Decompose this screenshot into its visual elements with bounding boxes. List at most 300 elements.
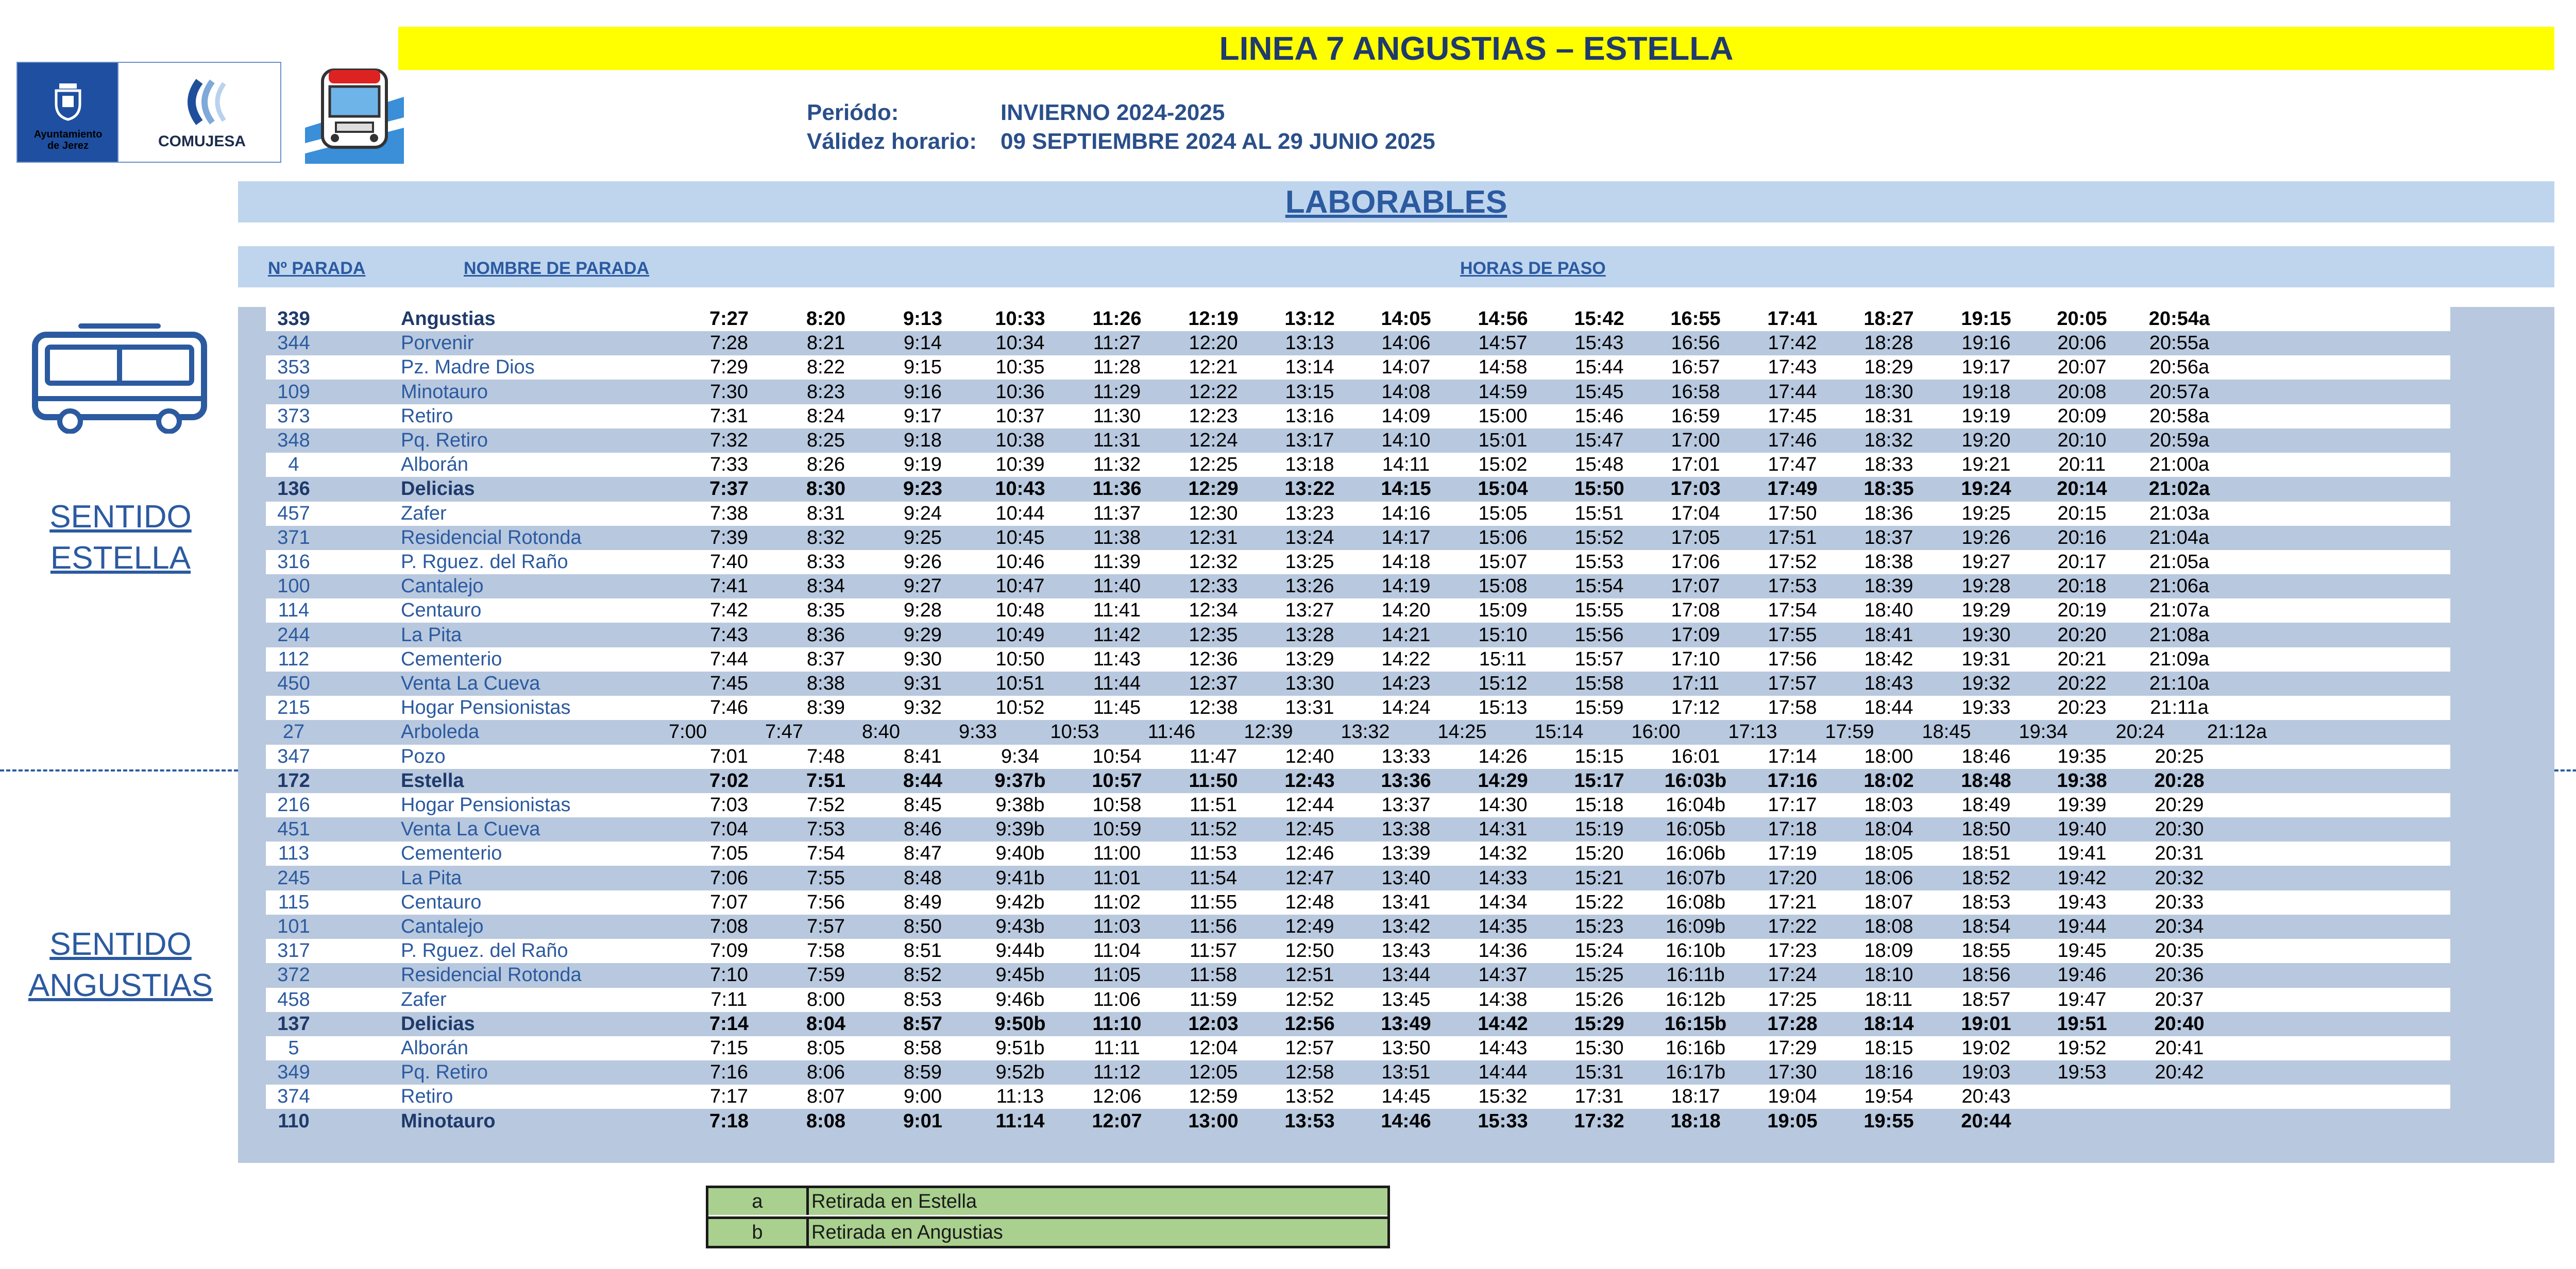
departure-time: 20:34 [2155,916,2204,937]
stop-number: 4 [288,454,299,476]
departure-time: 11:32 [1093,454,1141,476]
timetable-row [266,502,2450,526]
timetable-row [266,793,2450,817]
side-label-line: SENTIDO [49,927,192,962]
departure-time: 14:05 [1381,308,1431,330]
departure-time: 7:48 [807,745,845,767]
departure-time: 18:33 [1864,454,1913,476]
departure-time: 9:51b [995,1037,1045,1059]
departure-time: 10:57 [1092,769,1142,792]
departure-time: 19:44 [2057,916,2107,937]
departure-time: 8:52 [904,964,942,986]
departure-time: 19:35 [2057,745,2107,767]
departure-time: 18:14 [1863,1013,1914,1035]
departure-time: 17:59 [1825,721,1874,743]
departure-time: 14:30 [1478,794,1528,816]
departure-time: 17:06 [1671,551,1720,573]
departure-time: 14:34 [1478,891,1528,913]
departure-time: 11:42 [1093,624,1141,646]
departure-time: 15:32 [1478,1086,1528,1108]
departure-time: 12:50 [1285,940,1334,962]
timetable-row [266,769,2450,793]
stop-number: 101 [277,916,310,937]
departure-time: 18:57 [1961,988,2011,1010]
departure-time: 13:31 [1285,697,1334,719]
timetable-row [266,842,2450,866]
departure-time: 10:35 [995,356,1045,379]
departure-time: 7:46 [710,697,748,719]
departure-time: 8:46 [904,818,942,841]
departure-time: 8:49 [904,891,942,913]
departure-time: 14:08 [1381,381,1431,403]
timetable-row [266,963,2450,987]
departure-time: 8:24 [807,405,845,427]
departure-time: 17:54 [1768,599,1817,622]
departure-time: 15:48 [1574,454,1624,476]
bus-icon [32,323,207,434]
stop-number: 458 [277,988,310,1010]
legend-code: a [708,1188,809,1215]
direction-separator-right [2554,769,2576,771]
timetable-row [266,355,2450,380]
column-header-band [238,246,2554,287]
departure-time: 18:00 [1864,745,1913,767]
departure-time: 19:05 [1767,1110,1818,1132]
departure-time: 20:15 [2057,502,2107,524]
legend-row [708,1188,1387,1215]
departure-time: 15:47 [1574,430,1624,451]
departure-time: 13:52 [1285,1086,1334,1108]
departure-time: 14:19 [1381,575,1431,597]
departure-time: 16:12b [1665,988,1726,1010]
departure-time: 9:41b [995,867,1045,889]
departure-time: 19:03 [1961,1061,2011,1084]
departure-time: 12:22 [1189,381,1238,403]
departure-time: 11:47 [1189,745,1238,767]
departure-time: 8:41 [904,745,942,767]
departure-time: 9:37b [994,769,1046,792]
departure-time: 17:01 [1671,454,1720,476]
legend [706,1186,1390,1248]
departure-time: 16:04b [1665,794,1726,816]
departure-time: 19:43 [2057,891,2107,913]
departure-time: 17:25 [1768,988,1817,1010]
departure-time: 17:13 [1728,721,1777,743]
side-label-line: SENTIDO [49,499,192,535]
departure-time: 11:03 [1093,916,1141,937]
stop-number: 172 [277,769,310,792]
stop-number: 371 [277,526,310,548]
departure-time: 16:55 [1670,308,1721,330]
departure-time: 12:29 [1188,478,1239,500]
departure-time: 17:53 [1768,575,1817,597]
departure-time: 19:47 [2057,988,2107,1010]
stop-number: 347 [277,745,310,767]
departure-time: 18:17 [1671,1086,1720,1108]
timetable-row [266,696,2450,720]
timetable-row [266,307,2450,331]
departure-time: 12:05 [1189,1061,1238,1084]
departure-time: 11:57 [1189,940,1238,962]
departure-time: 17:14 [1768,745,1817,767]
departure-time: 20:56a [2149,356,2210,379]
departure-time: 14:15 [1381,478,1431,500]
departure-time: 14:22 [1381,648,1431,670]
departure-time: 13:30 [1285,673,1334,694]
departure-time: 14:24 [1381,697,1431,719]
departure-time: 12:58 [1285,1061,1334,1084]
departure-time: 14:35 [1478,916,1528,937]
departure-time: 13:22 [1284,478,1335,500]
departure-time: 15:17 [1574,769,1624,792]
stop-number: 216 [277,794,310,816]
departure-time: 9:29 [904,624,942,646]
departure-time: 8:50 [904,916,942,937]
departure-time: 11:28 [1093,356,1141,379]
stop-number: 344 [277,332,310,354]
departure-time: 21:06a [2149,575,2210,597]
departure-time: 19:25 [1961,502,2011,524]
departure-time: 17:05 [1671,526,1720,548]
departure-time: 16:06b [1665,843,1726,865]
departure-time: 21:12a [2207,721,2267,743]
departure-time: 10:39 [995,454,1045,476]
stop-number: 112 [278,648,310,670]
departure-time: 9:16 [904,381,942,403]
departure-time: 16:59 [1671,405,1720,427]
departure-time: 19:38 [2057,769,2107,792]
departure-time: 18:09 [1864,940,1913,962]
departure-time: 15:26 [1574,988,1624,1010]
departure-time: 9:23 [903,478,943,500]
departure-time: 14:59 [1478,381,1528,403]
departure-time: 20:25 [2155,745,2204,767]
departure-time: 7:17 [710,1086,748,1108]
departure-time: 17:04 [1671,502,1720,524]
timetable-row [266,526,2450,550]
departure-time: 18:46 [1961,745,2011,767]
stop-number: 316 [277,551,310,573]
departure-time: 9:15 [904,356,942,379]
departure-time: 9:27 [904,575,942,597]
departure-time: 9:24 [904,502,942,524]
side-label-line [2572,538,2576,579]
departure-time: 17:51 [1768,526,1817,548]
departure-time: 10:45 [995,526,1045,548]
departure-time: 15:02 [1478,454,1528,476]
departure-time: 21:10a [2149,673,2210,694]
departure-time: 13:50 [1381,1037,1431,1059]
departure-time: 12:25 [1189,454,1238,476]
departure-time: 13:32 [1341,721,1390,743]
stop-number: 109 [277,381,310,403]
departure-time: 11:13 [996,1086,1044,1108]
departure-time: 12:44 [1285,794,1334,816]
departure-time: 18:53 [1961,891,2011,913]
departure-time: 8:59 [904,1061,942,1084]
departure-time: 16:10b [1665,940,1726,962]
timetable-row [266,1036,2450,1060]
departure-time: 8:51 [904,940,942,962]
departure-time: 12:56 [1284,1013,1335,1035]
departure-time: 18:29 [1864,356,1913,379]
legend-text: Retirada en Estella [811,1191,977,1212]
departure-time: 8:39 [807,697,845,719]
departure-time: 13:16 [1285,405,1334,427]
departure-time: 10:33 [995,308,1045,330]
departure-time: 20:42 [2155,1061,2204,1084]
timetable-row [266,720,2450,744]
departure-time: 15:50 [1574,478,1624,500]
departure-time: 15:55 [1574,599,1624,622]
departure-time: 20:05 [2057,308,2107,330]
departure-time: 10:46 [995,551,1045,573]
departure-time: 19:51 [2057,1013,2107,1035]
departure-time: 15:22 [1574,891,1624,913]
departure-time: 11:31 [1093,430,1141,451]
timetable-row [266,1060,2450,1085]
stop-name: Residencial Rotonda [401,526,582,548]
departure-time: 7:40 [710,551,748,573]
departure-time: 15:08 [1478,575,1528,597]
departure-time: 12:37 [1189,673,1238,694]
departure-time: 14:58 [1478,356,1528,379]
departure-time: 20:37 [2155,988,2204,1010]
departure-time: 8:40 [862,721,900,743]
departure-time: 20:31 [2155,843,2204,865]
departure-time: 12:04 [1189,1037,1238,1059]
departure-time: 20:57a [2149,381,2210,403]
stop-number: 457 [277,502,310,524]
departure-time: 19:18 [1961,381,2011,403]
departure-time: 7:44 [710,648,748,670]
departure-time: 13:15 [1285,381,1334,403]
departure-time: 15:31 [1574,1061,1624,1084]
departure-time: 8:47 [904,843,942,865]
departure-time: 18:36 [1864,502,1913,524]
departure-time: 8:58 [904,1037,942,1059]
departure-time: 13:24 [1285,526,1334,548]
departure-time: 18:07 [1864,891,1913,913]
stop-number: 137 [277,1013,310,1035]
departure-time: 18:30 [1864,381,1913,403]
departure-time: 11:27 [1093,332,1141,354]
timetable-row [266,331,2450,355]
stop-number: 373 [277,405,310,427]
departure-time: 11:00 [1093,843,1141,865]
departure-time: 10:47 [995,575,1045,597]
departure-time: 14:11 [1382,454,1430,476]
departure-time: 19:46 [2057,964,2107,986]
departure-time: 18:02 [1863,769,1914,792]
departure-time: 20:09 [2057,405,2107,427]
departure-time: 18:55 [1961,940,2011,962]
departure-time: 20:58a [2149,405,2210,427]
stop-name: Porvenir [401,332,474,354]
departure-time: 9:19 [904,454,942,476]
departure-time: 17:46 [1768,430,1817,451]
departure-time: 8:00 [807,988,845,1010]
departure-time: 20:08 [2057,381,2107,403]
departure-time: 8:31 [807,502,845,524]
departure-time: 12:46 [1285,843,1334,865]
departure-time: 12:45 [1285,818,1334,841]
departure-time: 9:43b [995,916,1045,937]
departure-time: 7:06 [710,867,748,889]
departure-time: 10:50 [995,648,1045,670]
timetable-row [266,866,2450,890]
departure-time: 15:12 [1478,673,1528,694]
departure-time: 17:17 [1768,794,1817,816]
stop-number: 339 [277,308,310,330]
departure-time: 19:04 [1768,1086,1817,1108]
departure-time: 11:41 [1093,599,1141,622]
departure-time: 7:56 [807,891,845,913]
coat-of-arms-icon [50,80,86,122]
stop-name: Residencial Rotonda [401,964,582,986]
departure-time: 19:15 [1961,308,2011,330]
departure-time: 12:33 [1189,575,1238,597]
departure-time: 14:10 [1381,430,1431,451]
departure-time: 8:30 [806,478,846,500]
departure-time: 17:58 [1768,697,1817,719]
departure-time: 11:52 [1189,818,1238,841]
departure-time: 9:45b [995,964,1045,986]
departure-time: 11:56 [1189,916,1238,937]
departure-time: 9:30 [904,648,942,670]
stop-number: 353 [277,356,310,379]
departure-time: 16:56 [1671,332,1720,354]
departure-time: 20:41 [2155,1037,2204,1059]
departure-time: 10:36 [995,381,1045,403]
departure-time: 12:20 [1189,332,1238,354]
departure-time: 8:38 [807,673,845,694]
departure-time: 7:27 [709,308,749,330]
departure-time: 20:11 [2058,454,2106,476]
side-label-left-estella [23,496,218,579]
departure-time: 15:21 [1574,867,1624,889]
departure-time: 9:17 [904,405,942,427]
departure-time: 18:39 [1864,575,1913,597]
departure-time: 15:30 [1574,1037,1624,1059]
comujesa-logo-text: COMUJESA [158,133,246,150]
departure-time: 14:57 [1478,332,1528,354]
stop-name: Minotauro [401,1110,496,1132]
departure-time: 19:27 [1961,551,2011,573]
stop-number: 244 [277,624,310,646]
departure-time: 13:17 [1285,430,1334,451]
departure-time: 19:24 [1961,478,2011,500]
departure-time: 13:43 [1381,940,1431,962]
departure-time: 7:11 [710,988,748,1010]
departure-time: 17:21 [1768,891,1817,913]
departure-time: 19:41 [2057,843,2107,865]
departure-time: 21:11a [2150,697,2209,719]
departure-time: 8:20 [806,308,846,330]
departure-time: 17:42 [1768,332,1817,354]
timetable-row [266,428,2450,453]
departure-time: 10:51 [995,673,1045,694]
departure-time: 17:50 [1768,502,1817,524]
departure-time: 20:35 [2155,940,2204,962]
departure-time: 17:44 [1768,381,1817,403]
stop-name: La Pita [401,624,462,646]
departure-time: 10:37 [995,405,1045,427]
departure-time: 17:49 [1767,478,1818,500]
departure-time: 8:57 [903,1013,943,1035]
departure-time: 18:18 [1670,1110,1721,1132]
departure-time: 21:05a [2149,551,2210,573]
departure-time: 12:03 [1188,1013,1239,1035]
departure-time: 8:06 [807,1061,845,1084]
departure-time: 7:08 [710,916,748,937]
departure-time: 13:12 [1284,308,1335,330]
departure-time: 11:54 [1189,867,1238,889]
departure-time: 15:18 [1574,794,1624,816]
departure-time: 21:00a [2149,454,2210,476]
stop-name: Cantalejo [401,916,484,937]
departure-time: 18:48 [1961,769,2011,792]
departure-time: 11:37 [1093,502,1141,524]
departure-time: 15:15 [1574,745,1624,767]
departure-time: 9:46b [995,988,1045,1010]
departure-time: 13:42 [1381,916,1431,937]
timetable-row [266,647,2450,672]
departure-time: 15:13 [1478,697,1528,719]
departure-time: 14:18 [1381,551,1431,573]
timetable-row [266,1085,2450,1109]
departure-time: 12:07 [1092,1110,1142,1132]
departure-time: 13:36 [1381,769,1431,792]
departure-time: 12:47 [1285,867,1334,889]
departure-time: 9:40b [995,843,1045,865]
stop-number: 348 [277,430,310,451]
departure-time: 7:18 [709,1110,749,1132]
departure-time: 8:34 [807,575,845,597]
departure-time: 15:51 [1574,502,1624,524]
departure-time: 9:32 [904,697,942,719]
departure-time: 7:45 [710,673,748,694]
departure-time: 18:05 [1864,843,1913,865]
departure-time: 12:34 [1189,599,1238,622]
departure-time: 11:46 [1147,721,1196,743]
timetable-row [266,988,2450,1012]
stop-number: 215 [277,697,310,719]
departure-time: 13:13 [1285,332,1334,354]
departure-time: 12:24 [1189,430,1238,451]
stop-name: Centauro [401,599,482,622]
departure-time: 10:48 [995,599,1045,622]
departure-time: 17:30 [1768,1061,1817,1084]
departure-time: 8:08 [806,1110,846,1132]
departure-time: 20:59a [2149,430,2210,451]
departure-time: 8:33 [807,551,845,573]
departure-time: 15:10 [1478,624,1528,646]
departure-time: 8:21 [807,332,845,354]
stop-name: La Pita [401,867,462,889]
departure-time: 9:25 [904,526,942,548]
departure-time: 15:56 [1574,624,1624,646]
departure-time: 17:47 [1768,454,1817,476]
departure-time: 18:56 [1961,964,2011,986]
departure-time: 8:32 [807,526,845,548]
departure-time: 11:10 [1092,1013,1142,1035]
departure-time: 16:09b [1665,916,1726,937]
departure-time: 17:31 [1574,1086,1624,1108]
departure-time: 18:28 [1864,332,1913,354]
timetable-row [266,1109,2450,1134]
departure-time: 16:16b [1665,1037,1726,1059]
